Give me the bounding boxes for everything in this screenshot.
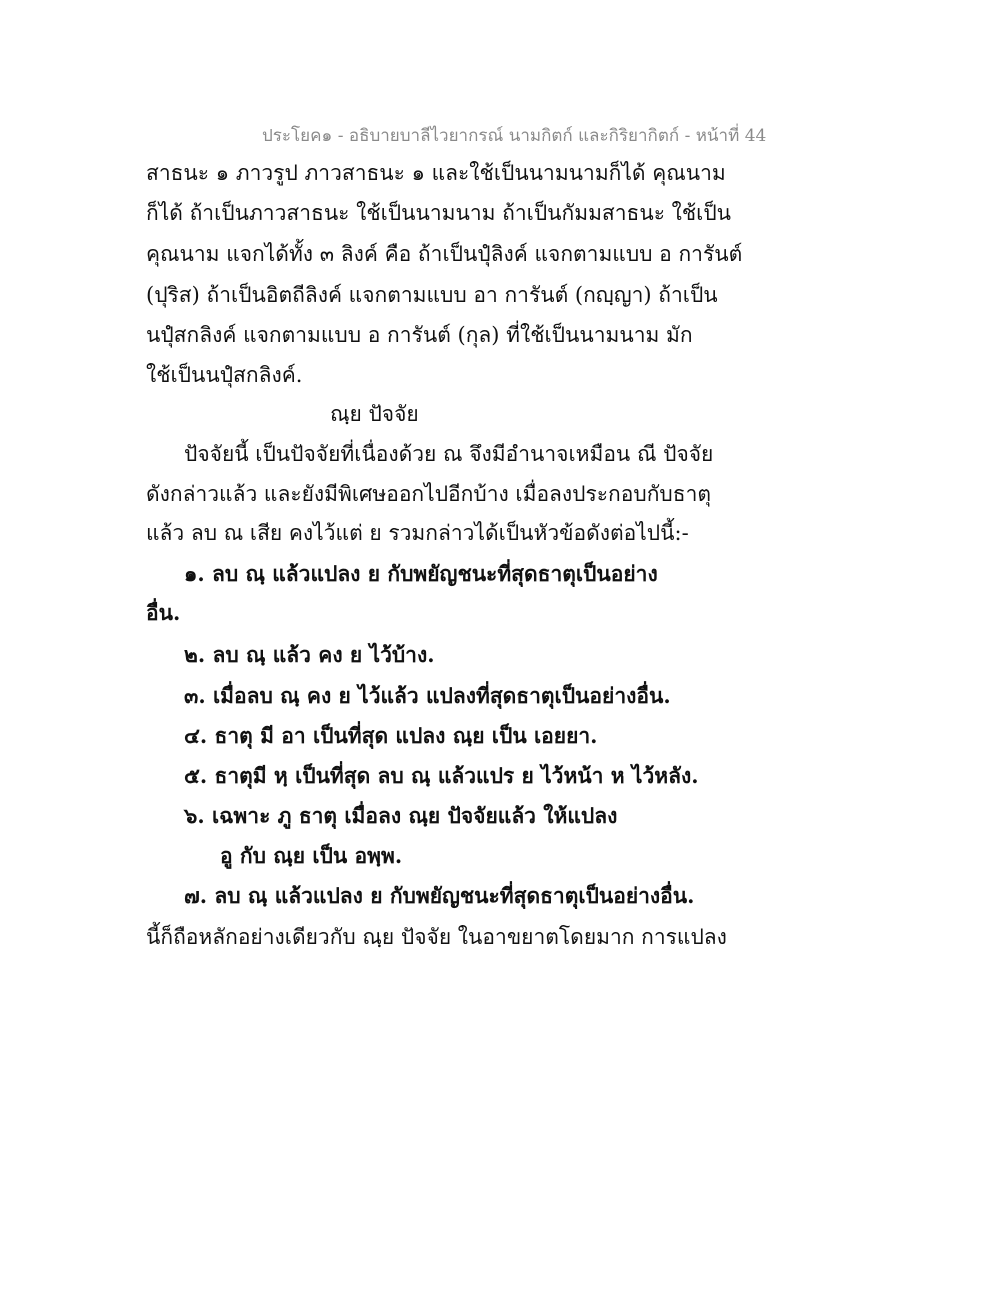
rule-item-6: ๖. เฉพาะ ภู ธาตุ เมื่อลง ณฺย ปัจจัยแล้ว ให้แปลง [184, 803, 618, 828]
body-line: นปุํสกลิงค์ แจกตามแบบ อ การันต์ (กุล) ที่ใช้เป็นนามนาม มัก [146, 323, 693, 347]
rule-item-2: ๒. ลบ ณฺ แล้ว คง ย ไว้บ้าง. [184, 642, 435, 667]
body-line: ใช้เป็นนปุํสกลิงค์. [146, 363, 303, 387]
rule-item-1: ๑. ลบ ณฺ แล้วแปลง ย กับพยัญชนะที่สุดธาตุเป็นอย่าง [184, 561, 658, 586]
body-line: ก็ได้ ถ้าเป็นภาวสาธนะ ใช้เป็นนามนาม ถ้าเป็นกัมมสาธนะ ใช้เป็น [146, 201, 732, 225]
body-line: (ปุริส) ถ้าเป็นอิตถีลิงค์ แจกตามแบบ อา การันต์ (กญฺญา) ถ้าเป็น [146, 283, 718, 307]
rule-item-3: ๓. เมื่อลบ ณฺ คง ย ไว้แล้ว แปลงที่สุดธาตุเป็นอย่างอื่น. [184, 683, 671, 708]
body-line: ปัจจัยนี้ เป็นปัจจัยที่เนื่องด้วย ณ จึงมีอำนาจเหมือน ณี ปัจจัย [184, 442, 714, 466]
section-title: ณฺย ปัจจัย [330, 402, 419, 426]
rule-item-7: ๗. ลบ ณฺ แล้วแปลง ย กับพยัญชนะที่สุดธาตุเป็นอย่างอื่น. [184, 883, 695, 908]
rule-item-6-cont: อู กับ ณฺย เป็น อพฺพ. [220, 843, 403, 868]
body-line: คุณนาม แจกได้ทั้ง ๓ ลิงค์ คือ ถ้าเป็นปุํลิงค์ แจกตามแบบ อ การันต์ [146, 242, 743, 266]
rule-item-5: ๕. ธาตุมี หฺ เป็นที่สุด ลบ ณฺ แล้วแปร ย ไว้หน้า ห ไว้หลัง. [184, 763, 699, 788]
rule-item-4: ๔. ธาตุ มี อา เป็นที่สุด แปลง ณฺย เป็น เอยยา. [184, 723, 598, 748]
body-line: แล้ว ลบ ณ เสีย คงไว้แต่ ย รวมกล่าวได้เป็นหัวข้อดังต่อไปนี้:- [146, 521, 689, 545]
page-header: ประโยค๑ - อธิบายบาลีไวยากรณ์ นามกิตก์ และกิริยากิตก์ - หน้าที่ 44 [262, 126, 767, 146]
closing-line: นี้ก็ถือหลักอย่างเดียวกับ ณฺย ปัจจัย ในอาขยาตโดยมาก การแปลง [146, 925, 727, 949]
body-line: ดังกล่าวแล้ว และยังมีพิเศษออกไปอีกบ้าง เมื่อลงประกอบกับธาตุ [146, 482, 712, 506]
rule-item-1-cont: อื่น. [146, 600, 181, 625]
body-line: สาธนะ ๑ ภาวรูป ภาวสาธนะ ๑ และใช้เป็นนามนามก็ได้ คุณนาม [146, 161, 726, 185]
